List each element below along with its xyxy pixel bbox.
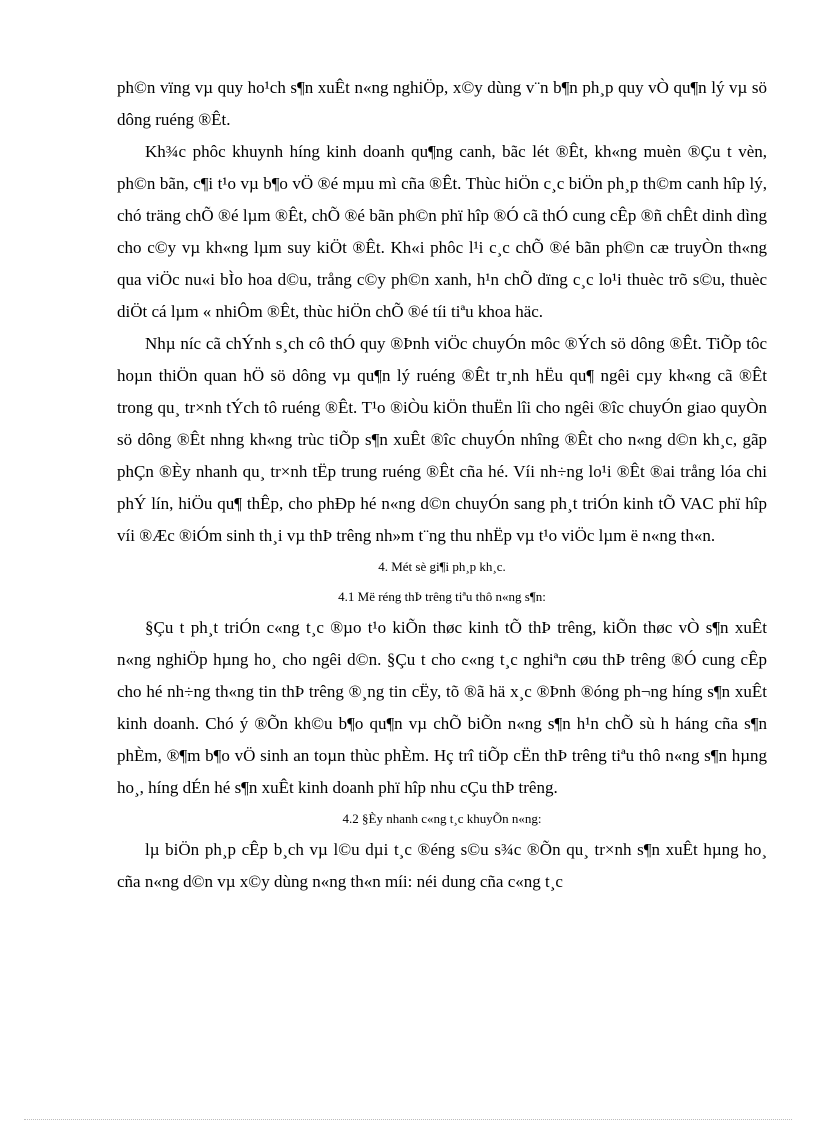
paragraph-land-policy: Nhµ níc cã chÝnh s¸ch cô thÓ quy ®Þnh viÖc chuyÓn môc ®Ých sö dông ®Êt. TiÕp tôc hoµn thiÖn quan hÖ sö dông vµ qu¶n lý ruéng ®Êt tr¸nh hËu qu¶ ngêi cµy kh«ng cã ®Êt trong qu¸ tr×nh tÝch tô ruéng ®Êt. T¹o ®iÒu kiÖn thuËn lîi cho ngêi ®îc chuyÓn giao quyÒn sö dông ®Êt nhng kh«ng trùc tiÕp s¶n xuÊt ®îc chuyÓn nhîng ®Êt cho n«ng d©n kh¸c, gãp phÇn ®Èy nhanh qu¸ tr×nh tËp trung ruéng ®Êt cña hé. Víi nh÷ng lo¹i ®Êt ®ai trång lóa chi phÝ lín, hiÖu qu¶ thÊp, cho phÐp hé n«ng d©n chuyÓn sang ph¸t triÓn kinh tÕ VAC phï hîp víi ®Æc ®iÓm sinh th¸i vµ thÞ trêng nh»m t¨ng thu nhËp vµ t¹o viÖc lµm ë n«ng th«n. [117,334,767,545]
section-heading-4: 4. Mét sè gi¶i ph¸p kh¸c. [378,559,506,574]
paragraph-land-zoning: ph©n vïng vµ quy ho¹ch s¶n xuÊt n«ng nghiÖp, x©y dùng v¨n b¶n ph¸p quy vÒ qu¶n lý vµ sö dông ruéng ®Êt. [117,78,767,129]
section-heading-4-2: 4.2 §Èy nhanh c«ng t¸c khuyÕn n«ng: [342,811,542,826]
page-body [117,72,767,898]
section-heading-4-1: 4.1 Më réng thÞ trêng tiªu thô n«ng s¶n: [338,589,546,604]
paragraph-agricultural-extension: lµ biÖn ph¸p cÊp b¸ch vµ l©u dµi t¸c ®éng s©u s¾c ®Õn qu¸ tr×nh s¶n xuÊt hµng ho¸ cña n«ng d©n vµ x©y dùng n«ng th«n míi: néi dung cña c«ng t¸c [117,840,767,891]
paragraph-intensive-farming: Kh¾c phôc khuynh híng kinh doanh qu¶ng canh, bãc lét ®Êt, kh«ng muèn ®Çu t vèn, ph©n bãn, c¶i t¹o vµ b¶o vÖ ®é mµu mì cña ®Êt. Thùc hiÖn c¸c biÖn ph¸p th©m canh hîp lý, chó träng chÕ ®é lµm ®Êt, chÕ ®é bãn ph©n phï hîp ®Ó cã thÓ cung cÊp ®ñ chÊt dinh dìng cho c©y vµ kh«ng lµm suy kiÖt ®Êt. Kh«i phôc l¹i c¸c chÕ ®é bãn ph©n cæ truyÒn th«ng qua viÖc nu«i bÌo hoa d©u, trång c©y ph©n xanh, h¹n chÕ dïng c¸c lo¹i thuèc trõ s©u, thuèc diÖt cá lµm « nhiÔm ®Êt, thùc hiÖn chÕ ®é tíi tiªu khoa häc. [117,142,767,321]
page-bottom-rule [24,1119,792,1120]
paragraph-market-expansion: §Çu t ph¸t triÓn c«ng t¸c ®µo t¹o kiÕn thøc kinh tÕ thÞ trêng, kiÕn thøc vÒ s¶n xuÊt n«ng nghiÖp hµng ho¸ cho ngêi d©n. §Çu t cho c«ng t¸c nghiªn cøu thÞ trêng ®Ó cung cÊp cho hé nh÷ng th«ng tin thÞ trêng ®¸ng tin cËy, tõ ®ã hä x¸c ®Þnh ®óng ph¬ng híng s¶n xuÊt kinh doanh. Chó ý ®Õn kh©u b¶o qu¶n vµ chÕ biÕn n«ng s¶n h¹n chÕ sù h háng cña s¶n phÈm, ®¶m b¶o vÖ sinh an toµn thùc phÈm. Hç trî tiÕp cËn thÞ trêng tiªu thô n«ng s¶n hµng ho¸, híng dÉn hé s¶n xuÊt kinh doanh phï hîp nhu cÇu thÞ trêng. [117,618,767,797]
